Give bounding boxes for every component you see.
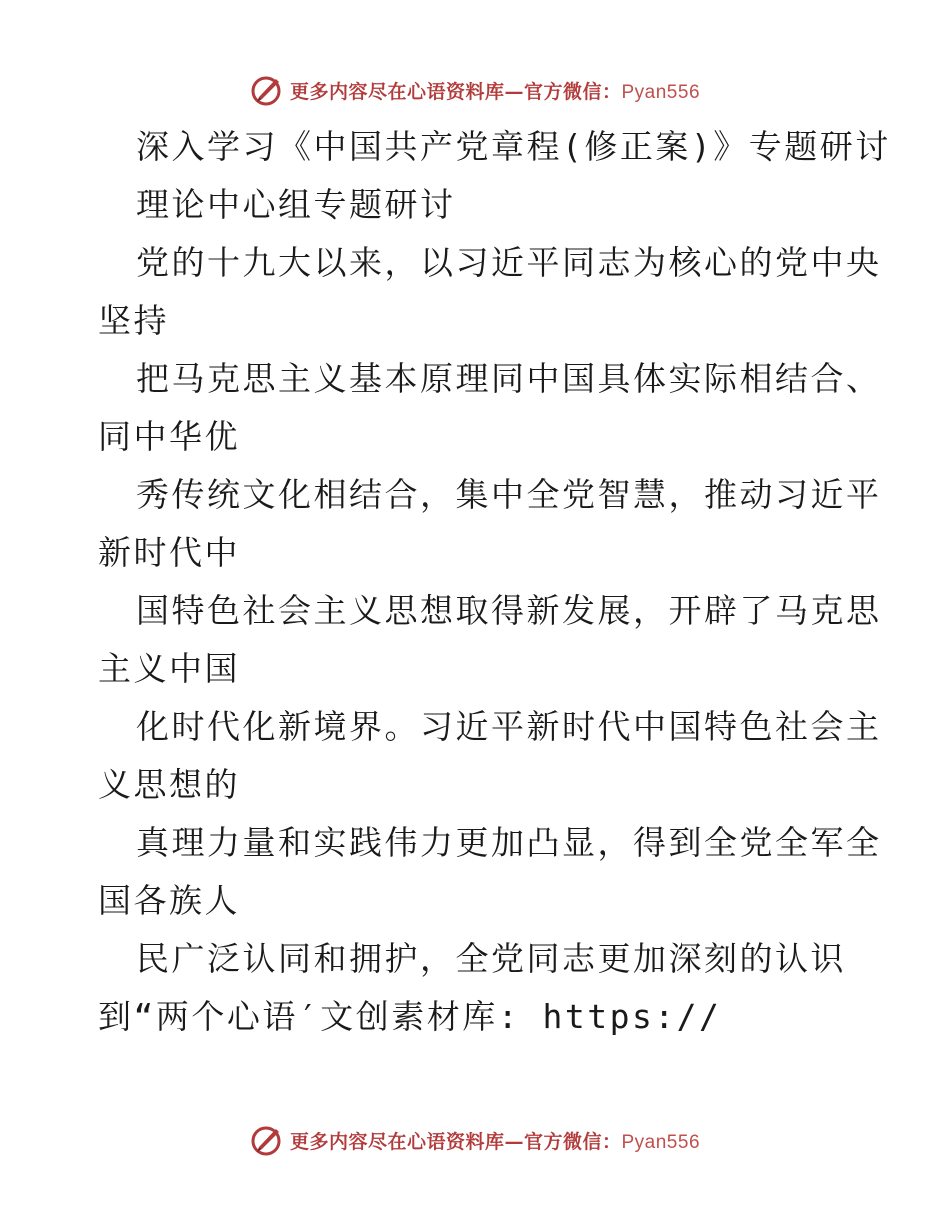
document-body [98,118,891,1046]
wechat-id: Pyan556 [621,81,701,103]
header-watermark-banner [0,70,950,110]
text-line: 主义中国 [98,649,240,688]
text-line: 到“两个心语′文创素材库: https:// [98,997,722,1036]
text-line: 秀传统文化相结合，集中全党智慧，推动习近平 [136,475,882,514]
text-line: 义思想的 [98,765,240,804]
text-line: 党的十九大以来，以习近平同志为核心的党中央 [136,243,882,282]
text-line: 真理力量和实践伟力更加凸显，得到全党全军全 [136,823,882,862]
watermark-text: 更多内容尽在心语资料库—官方微信：Pyan556 [289,80,701,103]
text-line: 民广泛认同和拥护，全党同志更加深刻的认识 [136,939,846,978]
text-line: 新时代中 [98,533,240,572]
footer-watermark-banner [0,1120,950,1160]
watermark-text: 更多内容尽在心语资料库—官方微信：Pyan556 [289,1130,701,1153]
text-line: 国各族人 [98,881,240,920]
text-line: 理论中心组专题研讨 [136,185,456,224]
text-line: 国特色社会主义思想取得新发展，开辟了马克思 [136,591,882,630]
text-line: 化时代化新境界。习近平新时代中国特色社会主 [136,707,882,746]
quill-logo-icon [250,1123,284,1157]
text-line: 把马克思主义基本原理同中国具体实际相结合、 [136,359,882,398]
text-line: 同中华优 [98,417,240,456]
wechat-id: Pyan556 [621,1131,701,1153]
text-line: 坚持 [98,301,169,340]
text-line: 深入学习《中国共产党章程(修正案)》专题研讨 [136,127,891,166]
quill-logo-icon [250,73,284,107]
